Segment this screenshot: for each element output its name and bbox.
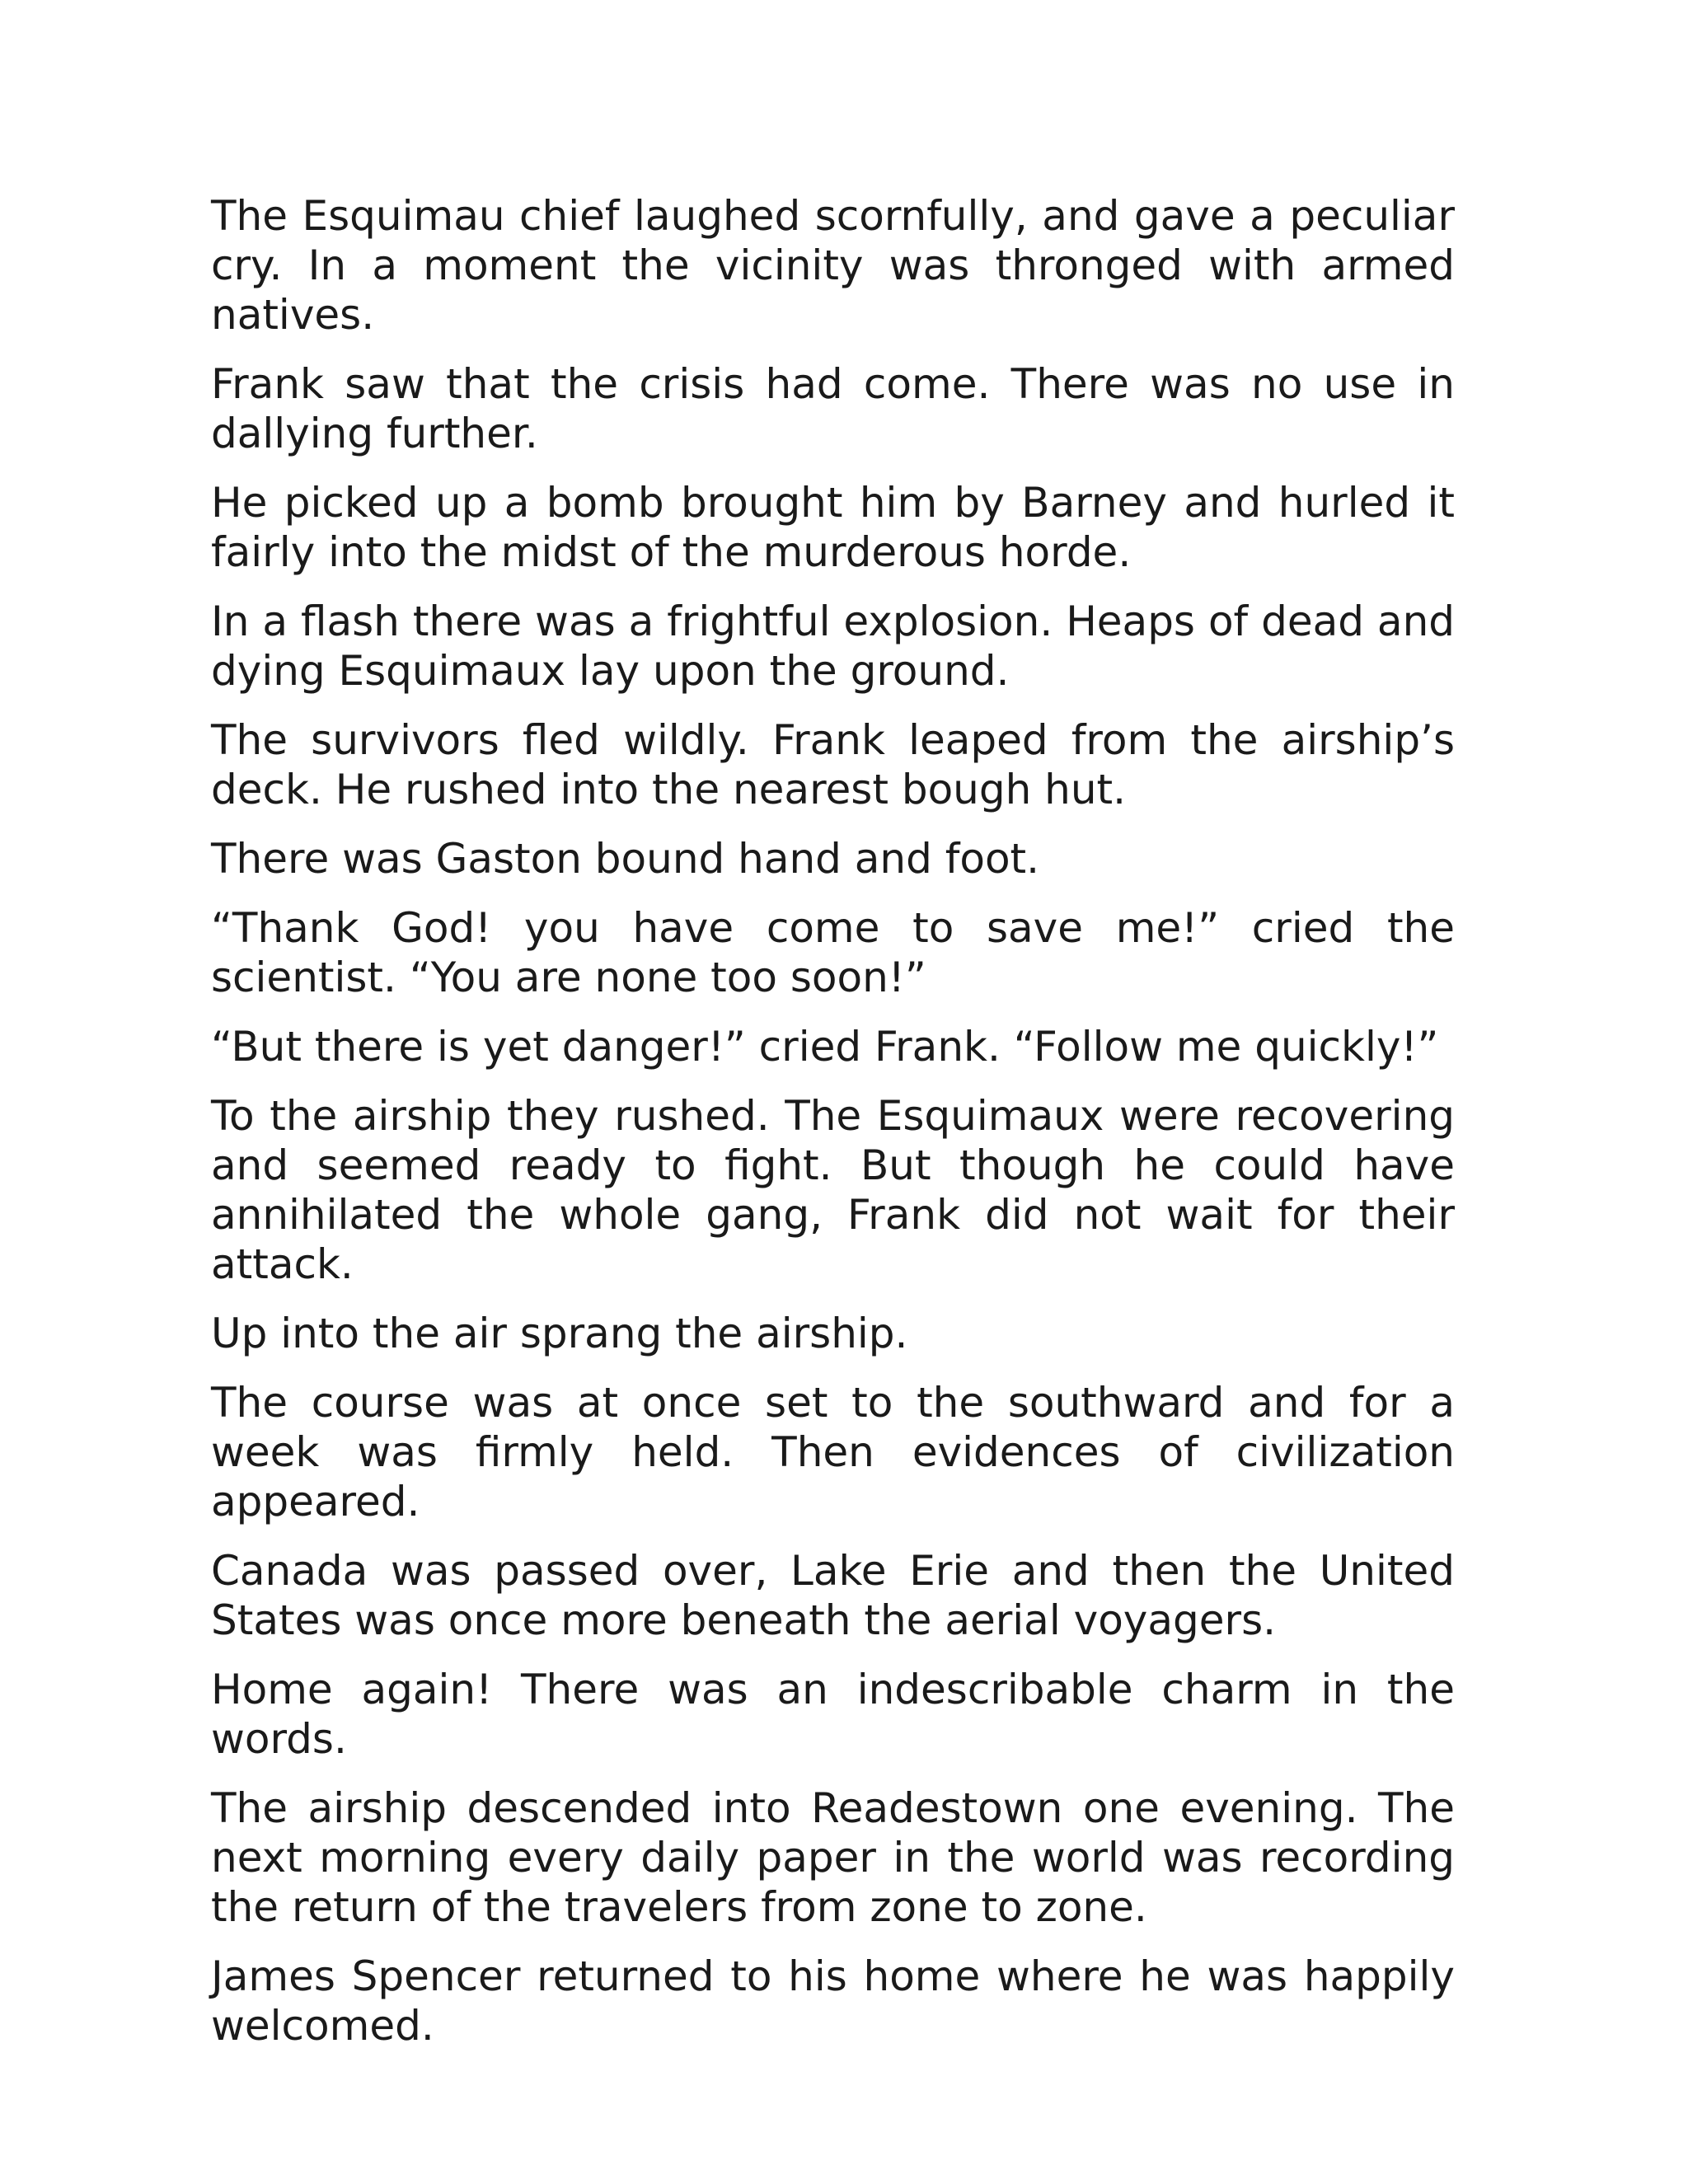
paragraph-4: In a flash there was a frightful explosion. Heaps of dead and dying Esquimaux lay upon the ground. — [211, 598, 1455, 695]
paragraph-1: The Esquimau chief laughed scornfully, and gave a peculiar cry. In a moment the vicinity was thronged with armed natives. — [211, 192, 1455, 339]
paragraph-8: “But there is yet danger!” cried Frank. “Follow me quickly!” — [211, 1023, 1439, 1071]
paragraph-2: Frank saw that the crisis had come. There was no use in dallying further. — [211, 360, 1455, 457]
paragraph-10: Up into the air sprang the airship. — [211, 1310, 908, 1357]
paragraph-9: To the airship they rushed. The Esquimaux were recovering and seemed ready to fight. But though he could have annihilated the whole gang, Frank did not wait for their attack. — [211, 1092, 1455, 1288]
paragraph-6: There was Gaston bound hand and foot. — [211, 835, 1040, 883]
paragraph-3: He picked up a bomb brought him by Barney and hurled it fairly into the midst of the murderous horde. — [211, 479, 1455, 576]
paragraph-11: The course was at once set to the southward and for a week was firmly held. Then evidences of civilization appeared. — [211, 1379, 1455, 1526]
paragraph-14: The airship descended into Readestown one evening. The next morning every daily paper in the world was recording the return of the travelers from zone to zone. — [211, 1784, 1455, 1931]
paragraph-5: The survivors fled wildly. Frank leaped from the airship’s deck. He rushed into the nearest bough hut. — [211, 716, 1455, 813]
paragraph-12: Canada was passed over, Lake Erie and then the United States was once more beneath the aerial voyagers. — [211, 1547, 1455, 1644]
paragraph-7: “Thank God! you have come to save me!” cried the scientist. “You are none too soon!” — [211, 904, 1455, 1001]
body-text — [211, 191, 1455, 2070]
paragraph-13: Home again! There was an indescribable charm in the words. — [211, 1666, 1455, 1763]
paragraph-15: James Spencer returned to his home where he was happily welcomed. — [211, 1952, 1455, 2050]
